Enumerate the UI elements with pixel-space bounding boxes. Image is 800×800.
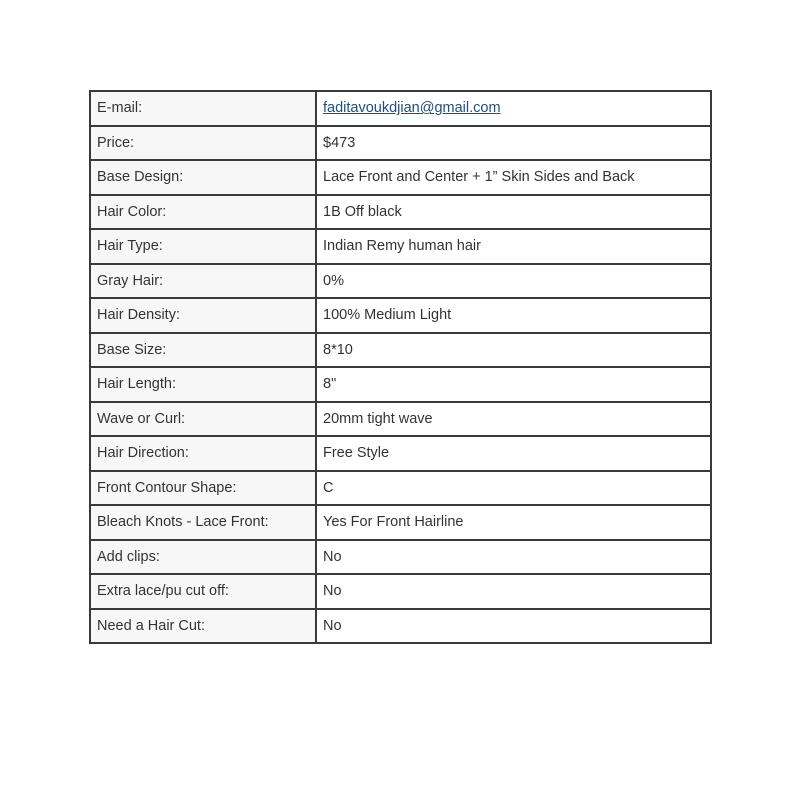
row-label: Hair Color: bbox=[90, 195, 316, 230]
table-row bbox=[90, 471, 711, 506]
table-row bbox=[90, 402, 711, 437]
row-label: Base Size: bbox=[90, 333, 316, 368]
table-row-email bbox=[90, 91, 711, 126]
row-value: No bbox=[316, 609, 711, 644]
row-value: 100% Medium Light bbox=[316, 298, 711, 333]
row-value bbox=[316, 91, 711, 126]
email-link[interactable]: faditavoukdjian@gmail.com bbox=[323, 100, 501, 117]
row-label: Hair Density: bbox=[90, 298, 316, 333]
row-label: Need a Hair Cut: bbox=[90, 609, 316, 644]
row-value: 1B Off black bbox=[316, 195, 711, 230]
row-label: Hair Type: bbox=[90, 229, 316, 264]
row-label: Front Contour Shape: bbox=[90, 471, 316, 506]
row-value: 8" bbox=[316, 367, 711, 402]
row-value: $473 bbox=[316, 126, 711, 161]
row-label: Price: bbox=[90, 126, 316, 161]
table-row bbox=[90, 505, 711, 540]
table-row bbox=[90, 126, 711, 161]
row-value: C bbox=[316, 471, 711, 506]
row-label: Hair Direction: bbox=[90, 436, 316, 471]
table-row bbox=[90, 436, 711, 471]
row-label: E-mail: bbox=[90, 91, 316, 126]
row-label: Wave or Curl: bbox=[90, 402, 316, 437]
order-details-table bbox=[89, 90, 712, 644]
row-value: 0% bbox=[316, 264, 711, 299]
row-value: Indian Remy human hair bbox=[316, 229, 711, 264]
row-label: Add clips: bbox=[90, 540, 316, 575]
row-label: Hair Length: bbox=[90, 367, 316, 402]
row-value: Free Style bbox=[316, 436, 711, 471]
row-value: No bbox=[316, 574, 711, 609]
table-row bbox=[90, 264, 711, 299]
row-value: Lace Front and Center + 1” Skin Sides and Back bbox=[316, 160, 711, 195]
row-label: Base Design: bbox=[90, 160, 316, 195]
table-row bbox=[90, 333, 711, 368]
row-value: 8*10 bbox=[316, 333, 711, 368]
row-label: Extra lace/pu cut off: bbox=[90, 574, 316, 609]
table-row bbox=[90, 540, 711, 575]
order-details-body bbox=[90, 91, 711, 643]
table-row bbox=[90, 195, 711, 230]
row-value: 20mm tight wave bbox=[316, 402, 711, 437]
row-value: Yes For Front Hairline bbox=[316, 505, 711, 540]
row-value: No bbox=[316, 540, 711, 575]
row-label: Gray Hair: bbox=[90, 264, 316, 299]
table-row bbox=[90, 367, 711, 402]
table-row bbox=[90, 298, 711, 333]
table-row bbox=[90, 609, 711, 644]
table-row bbox=[90, 229, 711, 264]
table-row bbox=[90, 574, 711, 609]
table-row bbox=[90, 160, 711, 195]
row-label: Bleach Knots - Lace Front: bbox=[90, 505, 316, 540]
